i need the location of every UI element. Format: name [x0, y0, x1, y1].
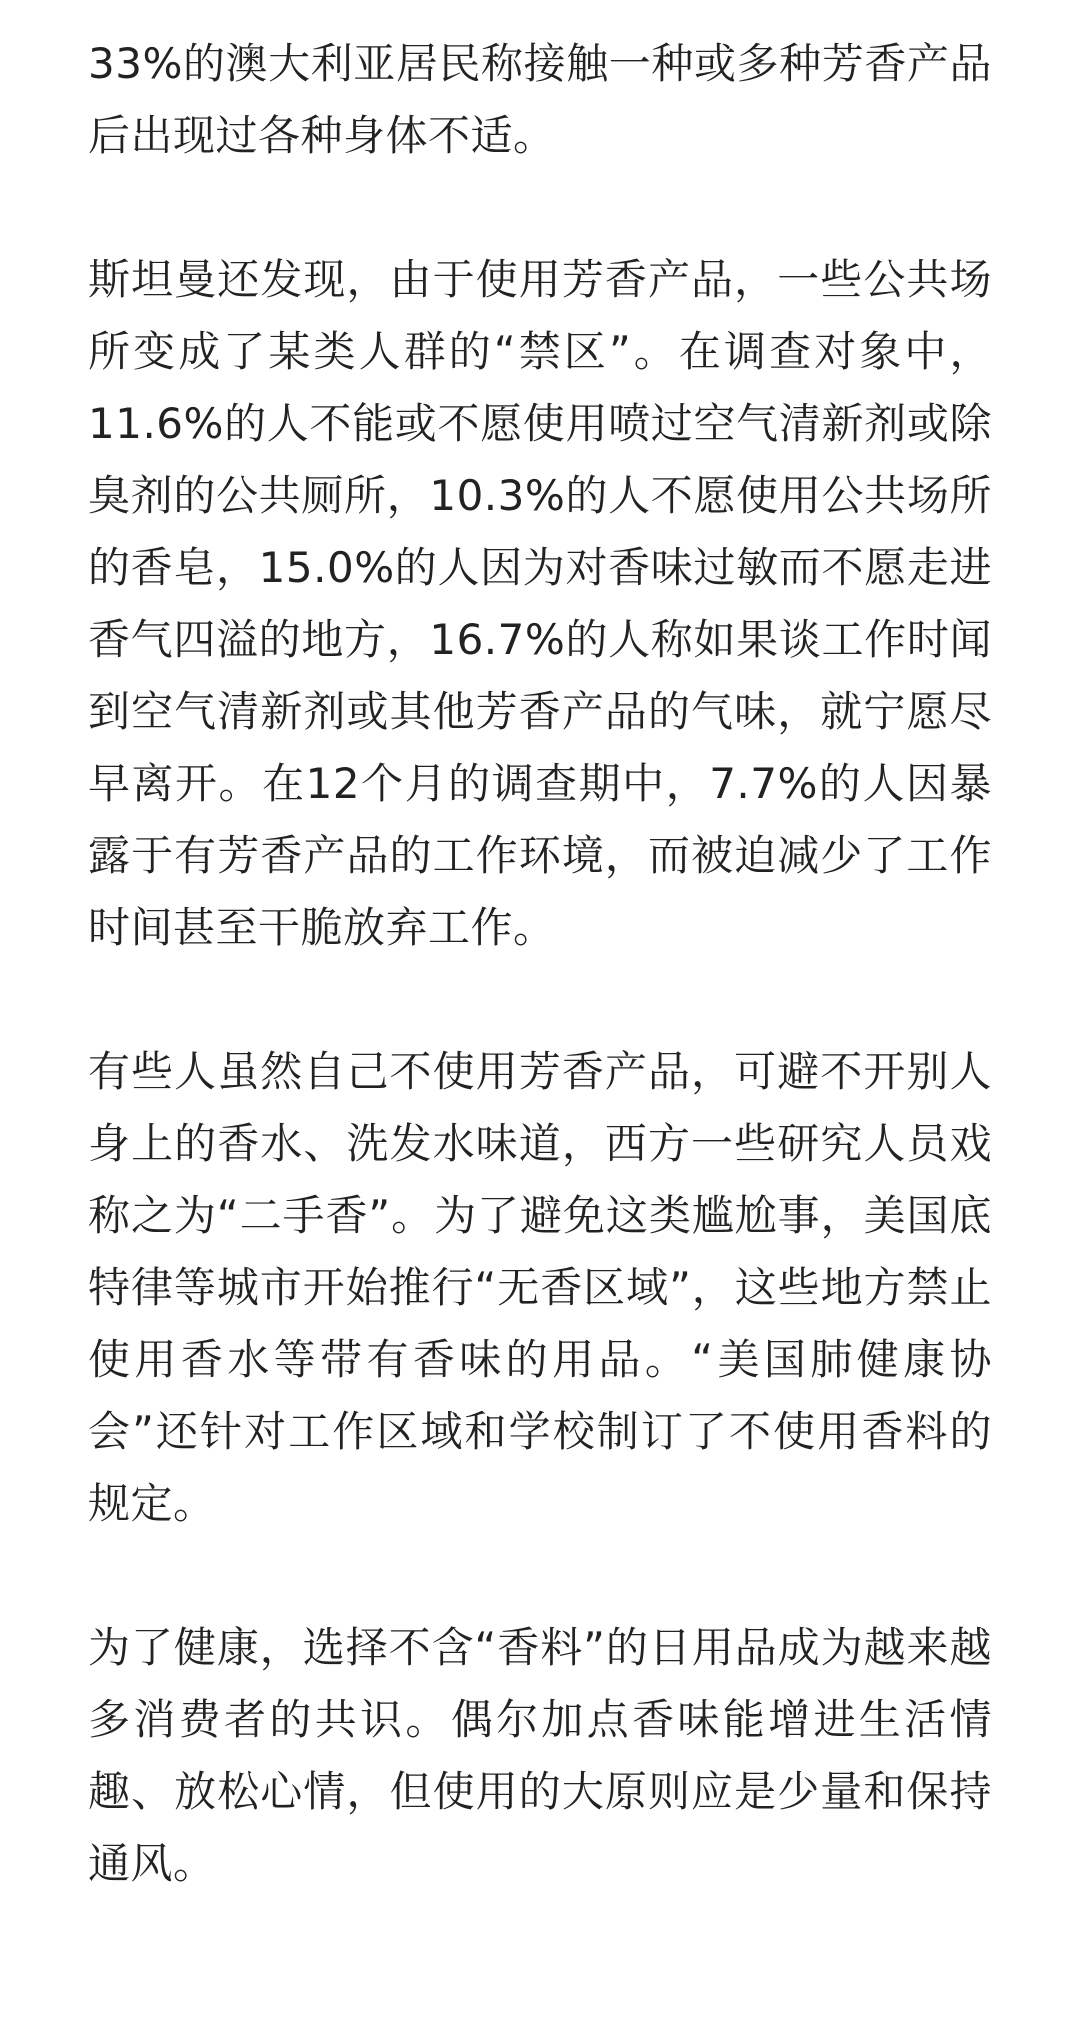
paragraph-conclusion: 为了健康，选择不含“香料”的日用品成为越来越多消费者的共识。偶尔加点香味能增进生活情趣、放松心情，但使用的大原则应是少量和保持通风。: [88, 1623, 992, 1888]
paragraph-secondhand-fragrance: 有些人虽然自己不使用芳香产品，可避不开别人身上的香水、洗发水味道，西方一些研究人员戏称之为“二手香”。为了避免这类尴尬事，美国底特律等城市开始推行“无香区域”，这些地方禁止使用香水等带有香味的用品。“美国肺健康协会”还针对工作区域和学校制订了不使用香料的规定。: [88, 1047, 992, 1528]
paragraph-public-places: 斯坦曼还发现，由于使用芳香产品，一些公共场所变成了某类人群的“禁区”。在调查对象中，11.6%的人不能或不愿使用喷过空气清新剂或除臭剂的公共厕所，10.3%的人不愿使用公共场所的香皂，15.0%的人因为对香味过敏而不愿走进香气四溢的地方，16.7%的人称如果谈工作时闻到空气清新剂或其他芳香产品的气味，就宁愿尽早离开。在12个月的调查期中，7.7%的人因暴露于有芳香产品的工作环境，而被迫减少了工作时间甚至干脆放弃工作。: [88, 255, 992, 952]
paragraph-survey-intro: 33%的澳大利亚居民称接触一种或多种芳香产品后出现过各种身体不适。: [88, 39, 992, 160]
